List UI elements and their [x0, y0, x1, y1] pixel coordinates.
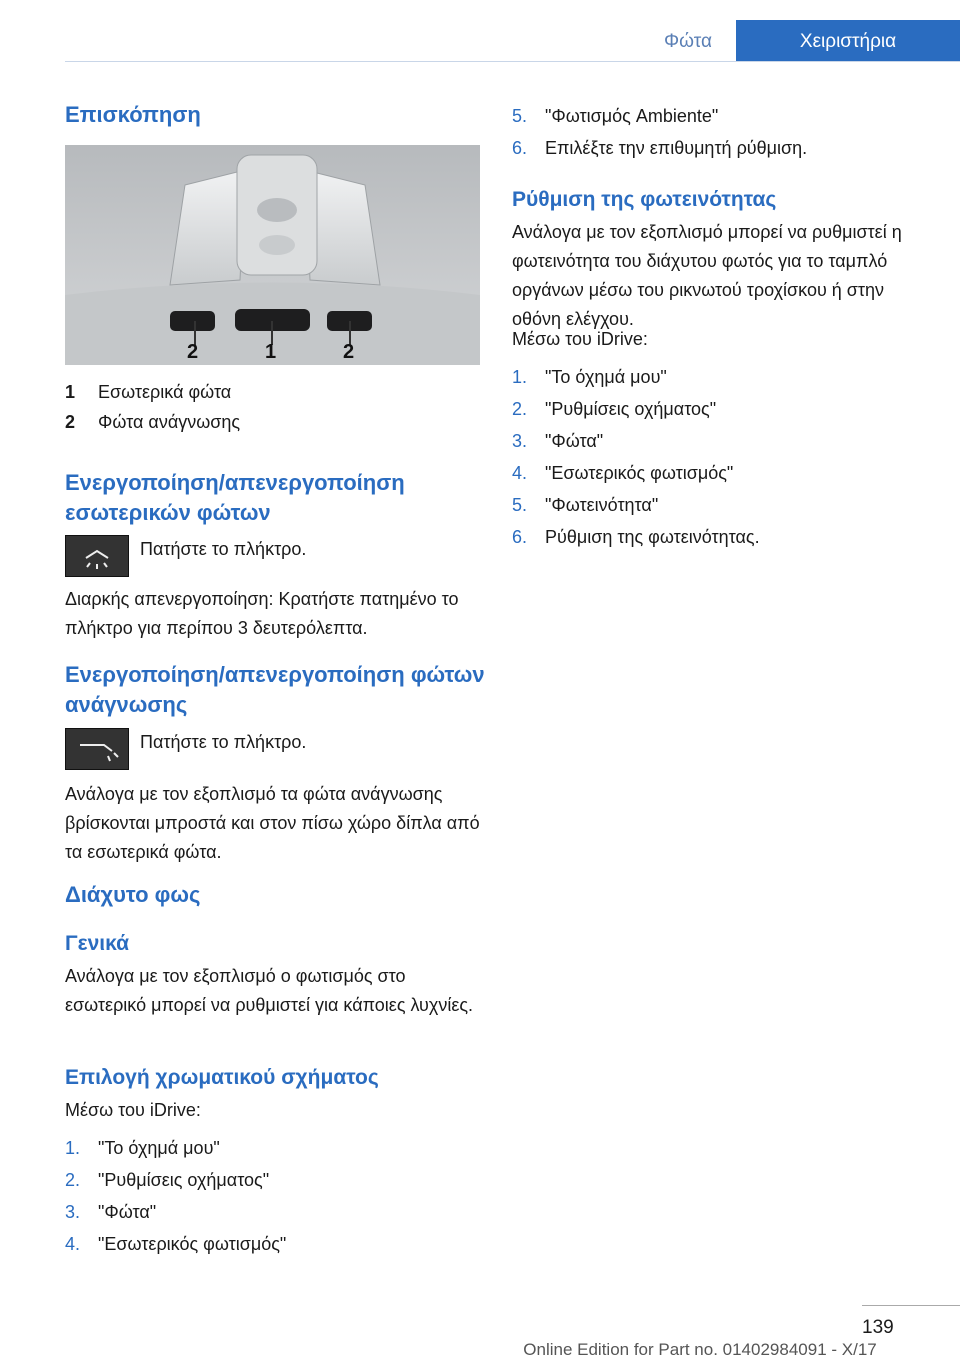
page-number: 139 — [862, 1317, 894, 1338]
step-number: 1. — [65, 1138, 81, 1158]
step-text: Επιλέξτε την επιθυμητή ρύθμιση. — [545, 138, 808, 158]
brightness-heading: Ρύθμιση της φωτεινότητας — [512, 188, 777, 211]
reading-light-button-icon — [65, 728, 129, 770]
brightness-text: Ανάλογα με τον εξοπλισμό μπορεί να ρυθμιστεί η φωτεινότητα του διάχυτου φωτός για το ταμπλό οργάνων μέσω του ρικνωτού τροχίσκου ή στην οθόνη ελέγχου. — [512, 222, 902, 329]
overview-heading: Επισκόπηση — [65, 102, 201, 127]
list-item — [65, 1196, 480, 1228]
step-text: Ρύθμιση της φωτεινότητας. — [545, 527, 760, 547]
via-idrive-label: Μέσω του iDrive: — [512, 329, 648, 349]
general-heading: Γενικά — [65, 932, 130, 955]
step-text: "Το όχημά μου" — [98, 1138, 220, 1158]
photo-callout-left: 2 — [187, 341, 199, 363]
step-number: 4. — [512, 463, 528, 483]
step-text: "Το όχημά μου" — [545, 367, 667, 387]
legend-item — [65, 408, 485, 437]
reading-light-button-block — [65, 728, 485, 778]
reading-lights-heading: Ενεργοποίηση/απενεργοποίηση φώτων ανάγνωσης — [65, 662, 485, 717]
legend-text: Φώτα ανάγνωσης — [98, 412, 241, 432]
general-text: Ανάλογα με τον εξοπλισμό ο φωτισμός στο εσωτερικό μπορεί να ρυθμιστεί για κάποιες λυχνίες. — [65, 966, 474, 1015]
color-scheme-steps-continued — [512, 100, 932, 164]
via-idrive-label: Μέσω του iDrive: — [65, 1100, 201, 1120]
interior-light-button-icon — [65, 535, 129, 577]
step-number: 3. — [65, 1202, 81, 1222]
step-number: 6. — [512, 527, 528, 547]
header-tabs — [640, 20, 960, 62]
step-text: "Φώτα" — [545, 431, 604, 451]
interior-lights-heading: Ενεργοποίηση/απενεργοποίηση εσωτερικών φώτων — [65, 470, 405, 525]
reading-press-instruction: Πατήστε το πλήκτρο. — [140, 732, 307, 752]
photo-callout-right: 2 — [343, 341, 355, 363]
list-item — [512, 132, 932, 164]
reading-note: Ανάλογα με τον εξοπλισμό τα φώτα ανάγνωσης βρίσκονται μπροστά και στον πίσω χώρο δίπλα από τα εσωτερικά φώτα. — [65, 784, 480, 862]
list-item — [512, 100, 932, 132]
step-text: "Ρυθμίσεις οχήματος" — [545, 399, 717, 419]
brightness-steps — [512, 361, 932, 553]
list-item — [65, 1164, 480, 1196]
step-number: 1. — [512, 367, 528, 387]
list-item — [512, 489, 932, 521]
step-number: 4. — [65, 1234, 81, 1254]
header-divider — [65, 61, 960, 62]
footer-divider — [862, 1305, 960, 1306]
edition-footer: Online Edition for Part no. 01402984091 - X/17 — [523, 1340, 877, 1359]
interior-light-button-block — [65, 535, 485, 585]
legend-text: Εσωτερικά φώτα — [98, 382, 232, 402]
section-tab[interactable]: Φώτα — [664, 31, 712, 52]
step-number: 3. — [512, 431, 528, 451]
step-number: 2. — [65, 1170, 81, 1190]
step-text: "Εσωτερικός φωτισμός" — [545, 463, 734, 483]
legend-number: 1 — [65, 382, 76, 402]
list-item — [512, 393, 932, 425]
step-number: 5. — [512, 495, 528, 515]
color-scheme-steps — [65, 1132, 480, 1260]
list-item — [512, 425, 932, 457]
step-text: "Εσωτερικός φωτισμός" — [98, 1234, 287, 1254]
list-item — [65, 1132, 480, 1164]
interior-note: Διαρκής απενεργοποίηση: Κρατήστε πατημένο το πλήκτρο για περίπου 3 δευτερόλεπτα. — [65, 589, 459, 638]
list-item — [512, 521, 932, 553]
legend-item — [65, 378, 485, 407]
step-text: "Ρυθμίσεις οχήματος" — [98, 1170, 270, 1190]
color-scheme-heading: Επιλογή χρωματικού σχήματος — [65, 1066, 379, 1089]
roof-console-photo — [65, 145, 480, 365]
step-number: 2. — [512, 399, 528, 419]
list-item — [512, 361, 932, 393]
photo-callout-center: 1 — [265, 341, 277, 363]
list-item — [65, 1228, 480, 1260]
photo-legend — [65, 378, 485, 437]
ambient-light-heading: Διάχυτο φως — [65, 882, 201, 907]
step-text: "Φωτεινότητα" — [545, 495, 659, 515]
legend-number: 2 — [65, 412, 76, 432]
step-number: 6. — [512, 138, 528, 158]
chapter-tab[interactable]: Χειριστήρια — [736, 20, 960, 62]
interior-press-instruction: Πατήστε το πλήκτρο. — [140, 539, 307, 559]
roof-console-illustration — [65, 145, 480, 365]
step-text: "Φωτισμός Ambiente" — [545, 106, 719, 126]
step-text: "Φώτα" — [98, 1202, 157, 1222]
list-item — [512, 457, 932, 489]
step-number: 5. — [512, 106, 528, 126]
